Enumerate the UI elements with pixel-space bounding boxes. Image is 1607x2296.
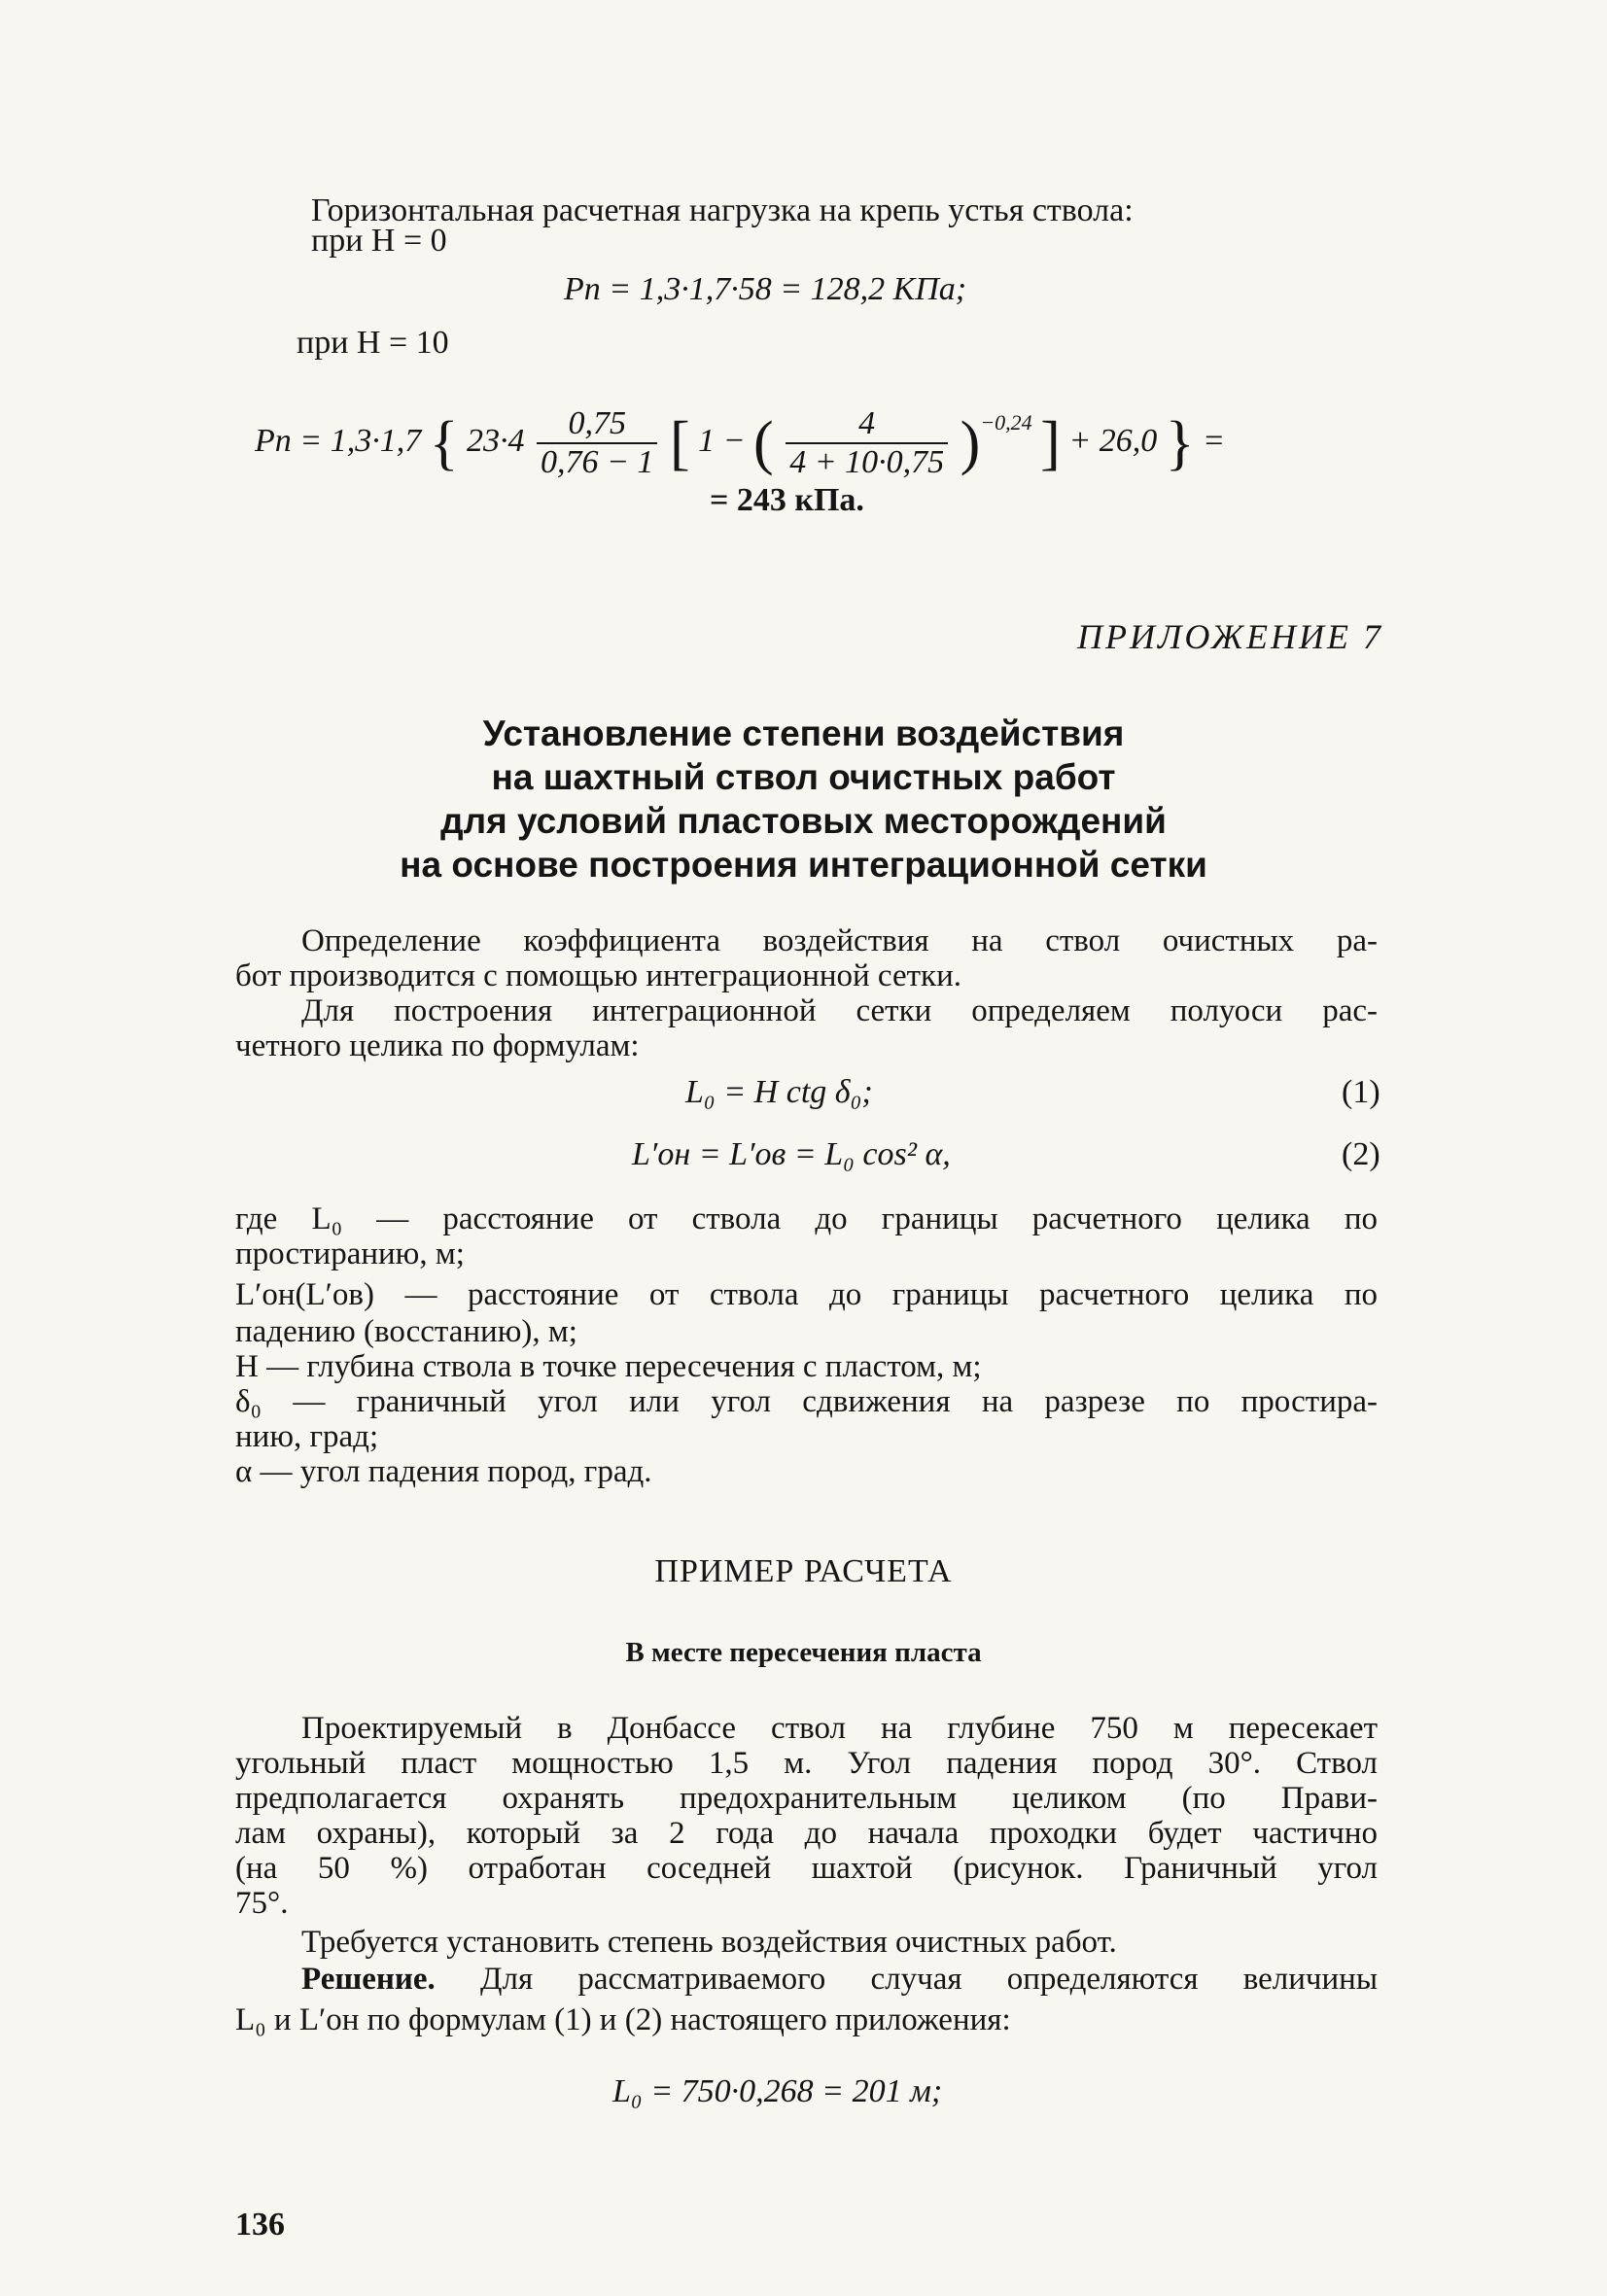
exponent: −0,24 <box>980 410 1032 435</box>
title-line: Установление степени воздействия <box>482 713 1125 753</box>
equation-h0: Pп = 1,3·1,7·58 = 128,2 КПа; <box>564 271 967 307</box>
fraction-2 <box>786 405 948 481</box>
bracket-open: [ <box>669 410 690 477</box>
paragraph-line: предполагается охранять предохранительным целиком (по Прави- <box>235 1781 1378 1816</box>
fraction-1 <box>537 405 657 481</box>
paren-open: ( <box>753 410 774 477</box>
paragraph-line: Проектируемый в Донбассе ствол на глубине 750 м пересекает <box>301 1711 1378 1746</box>
paragraph-line: Определение коэффициента воздействия на ствол очистных ра- <box>301 923 1378 958</box>
title-line: на основе построения интеграционной сетки <box>400 845 1207 885</box>
fraction-2-denominator: 4 + 10·0,75 <box>789 444 945 481</box>
paragraph-line: четного целика по формулам: <box>235 1028 640 1063</box>
definition-line: падению (восстанию), м; <box>235 1314 577 1349</box>
solution-text: Для рассматриваемого случая определяются величины <box>480 1962 1378 1997</box>
paragraph-line: лам охраны), который за 2 года до начала проходки будет частично <box>235 1816 1378 1851</box>
title-line: для условий пластовых месторождений <box>440 801 1167 841</box>
eq2-term-b: 1 − <box>698 423 746 459</box>
intro-line: Горизонтальная расчетная нагрузка на крепь устья ствола: <box>311 192 1134 228</box>
brace-close: } <box>1165 410 1195 477</box>
fraction-1-numerator: 0,75 <box>537 405 657 444</box>
paragraph-line: (на 50 %) отработан соседней шахтой (рисунок. Граничный угол <box>235 1851 1378 1886</box>
definition-line: нию, град; <box>235 1419 379 1454</box>
solution-label: Решение. <box>301 1962 436 1997</box>
fraction-2-numerator: 4 <box>786 405 948 444</box>
paren-close: ) <box>960 410 981 477</box>
intro-line-h0: при H = 0 <box>311 223 447 259</box>
paragraph-line: бот производится с помощью интеграционной сетки. <box>235 958 961 993</box>
formula-1-number: (1) <box>1342 1074 1380 1110</box>
brace-open: { <box>429 410 459 477</box>
example-heading: ПРИМЕР РАСЧЕТА <box>654 1553 953 1589</box>
paragraph-line: Для построения интеграционной сетки определяем полуоси рас- <box>301 993 1378 1028</box>
eq2-term-c: + 26,0 <box>1068 423 1158 459</box>
appendix-label: ПРИЛОЖЕНИЕ 7 <box>1077 617 1383 656</box>
page-number: 136 <box>235 2207 285 2243</box>
condition-h10: при H = 10 <box>297 325 449 361</box>
final-equation: L₀ = 750·0,268 = 201 м; <box>612 2073 943 2109</box>
eq2-lhs: Pп = 1,3·1,7 <box>255 423 422 459</box>
fraction-1-denominator: 0,76 − 1 <box>540 444 654 481</box>
equation-result: = 243 кПа. <box>710 482 864 518</box>
definition-line: где L₀ — расстояние от ствола до границы расчетного целика по <box>235 1201 1378 1236</box>
solution-line <box>301 1962 1378 1997</box>
definition-line: L′он(L′ов) — расстояние от ствола до границы расчетного целика по <box>235 1277 1378 1312</box>
paragraph-line: угольный пласт мощностью 1,5 м. Угол падения пород 30°. Ствол <box>235 1746 1378 1781</box>
paragraph-line: Требуется установить степень воздействия очистных работ. <box>301 1925 1117 1960</box>
bracket-close: ] <box>1040 410 1061 477</box>
eq2-term-a: 23·4 <box>466 423 525 459</box>
definition-line: простиранию, м; <box>235 1236 465 1271</box>
formula-2-number: (2) <box>1342 1136 1380 1172</box>
solution-line-2: L₀ и L′он по формулам (1) и (2) настоящего приложения: <box>235 2002 1011 2037</box>
paragraph-line: 75°. <box>235 1886 289 1921</box>
title-line: на шахтный ствол очистных работ <box>491 757 1116 797</box>
formula-1: L₀ = H ctg δ₀; <box>685 1074 873 1110</box>
definition-line: δ₀ — граничный угол или угол сдвижения на разрезе по простира- <box>235 1384 1378 1419</box>
formula-2: L′он = L′ов = L₀ cos² α, <box>632 1136 951 1172</box>
definition-line: H — глубина ствола в точке пересечения с пластом, м; <box>235 1349 982 1384</box>
definition-line: α — угол падения пород, град. <box>235 1454 652 1489</box>
equation-h10: Pп = 1,3·1,7 { 23·4 $\frac{0,75}{0,76 - 1}$ [ 1 − ( $\frac{4}{4 + 10\cdot 0,75}$ )$^{-0,24}$ ] + 26,0 } = <box>255 405 1225 481</box>
example-subheading: В месте пересечения пласта <box>625 1637 982 1668</box>
